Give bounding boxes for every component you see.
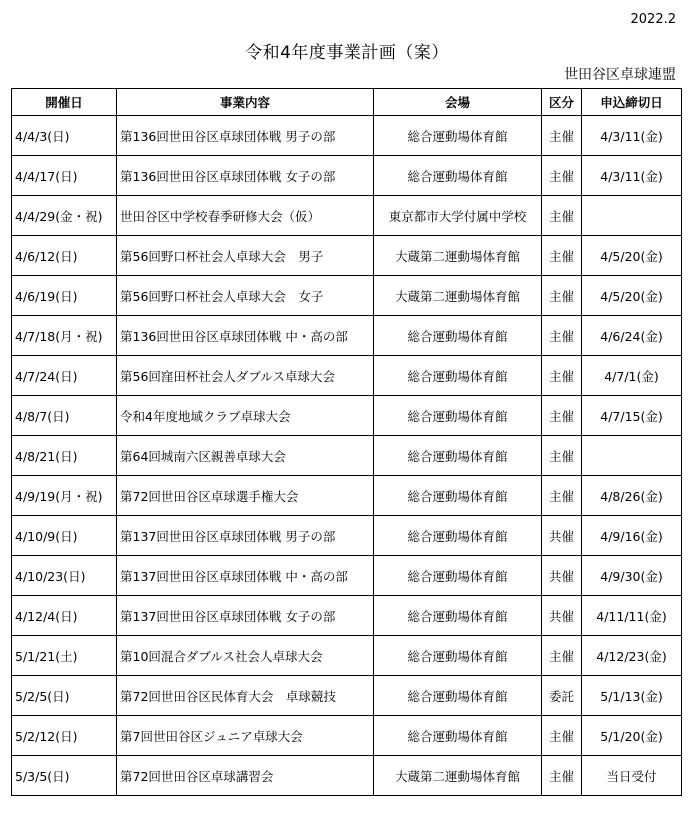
- cell-event: 第136回世田谷区卓球団体戦 女子の部: [117, 156, 374, 196]
- table-row: [12, 636, 682, 676]
- cell-date: 4/6/12(日): [12, 236, 117, 276]
- cell-deadline: 当日受付: [582, 756, 682, 796]
- cell-venue: 総合運動場体育館: [374, 396, 542, 436]
- table-row: [12, 156, 682, 196]
- table-header: [12, 89, 682, 116]
- cell-event: 第72回世田谷区民体育大会 卓球競技: [117, 676, 374, 716]
- cell-deadline: 4/8/26(金): [582, 476, 682, 516]
- cell-category: 主催: [542, 636, 582, 676]
- cell-event: 世田谷区中学校春季研修大会（仮）: [117, 196, 374, 236]
- cell-date: 5/3/5(日): [12, 756, 117, 796]
- cell-category: 共催: [542, 556, 582, 596]
- cell-venue: 総合運動場体育館: [374, 676, 542, 716]
- cell-venue: 総合運動場体育館: [374, 116, 542, 156]
- cell-category: 主催: [542, 716, 582, 756]
- cell-event: 第137回世田谷区卓球団体戦 男子の部: [117, 516, 374, 556]
- cell-venue: 総合運動場体育館: [374, 716, 542, 756]
- table-row: [12, 116, 682, 156]
- cell-deadline: 4/5/20(金): [582, 276, 682, 316]
- cell-date: 4/12/4(日): [12, 596, 117, 636]
- cell-date: 4/4/29(金・祝): [12, 196, 117, 236]
- cell-date: 4/8/21(日): [12, 436, 117, 476]
- cell-event: 第56回野口杯社会人卓球大会 男子: [117, 236, 374, 276]
- cell-category: 主催: [542, 196, 582, 236]
- cell-event: 第72回世田谷区卓球選手権大会: [117, 476, 374, 516]
- cell-deadline: 4/7/15(金): [582, 396, 682, 436]
- cell-event: 第136回世田谷区卓球団体戦 中・高の部: [117, 316, 374, 356]
- organization-name: 世田谷区卓球連盟: [564, 67, 676, 83]
- cell-deadline: 4/5/20(金): [582, 236, 682, 276]
- table-row: [12, 236, 682, 276]
- table-row: [12, 716, 682, 756]
- cell-category: 共催: [542, 596, 582, 636]
- cell-venue: 東京都市大学付属中学校: [374, 196, 542, 236]
- table-row: [12, 196, 682, 236]
- cell-category: 主催: [542, 116, 582, 156]
- cell-deadline: [582, 196, 682, 236]
- cell-date: 4/9/19(月・祝): [12, 476, 117, 516]
- cell-venue: 総合運動場体育館: [374, 476, 542, 516]
- cell-date: 4/7/18(月・祝): [12, 316, 117, 356]
- cell-deadline: 4/7/1(金): [582, 356, 682, 396]
- cell-deadline: 4/3/11(金): [582, 156, 682, 196]
- cell-venue: 総合運動場体育館: [374, 436, 542, 476]
- column-header-category: 区分: [542, 89, 582, 116]
- document-date: 2022.2: [630, 12, 676, 27]
- cell-event: 第136回世田谷区卓球団体戦 男子の部: [117, 116, 374, 156]
- cell-venue: 大蔵第二運動場体育館: [374, 276, 542, 316]
- cell-venue: 総合運動場体育館: [374, 356, 542, 396]
- cell-category: 主催: [542, 276, 582, 316]
- cell-venue: 総合運動場体育館: [374, 316, 542, 356]
- column-header-deadline: 申込締切日: [582, 89, 682, 116]
- cell-date: 4/6/19(日): [12, 276, 117, 316]
- table-row: [12, 276, 682, 316]
- cell-event: 第7回世田谷区ジュニア卓球大会: [117, 716, 374, 756]
- cell-deadline: [582, 436, 682, 476]
- table-row: [12, 676, 682, 716]
- column-header-date: 開催日: [12, 89, 117, 116]
- cell-category: 主催: [542, 756, 582, 796]
- cell-deadline: 4/11/11(金): [582, 596, 682, 636]
- table-row: [12, 516, 682, 556]
- cell-date: 4/4/17(日): [12, 156, 117, 196]
- cell-event: 第56回窪田杯社会人ダブルス卓球大会: [117, 356, 374, 396]
- cell-date: 4/10/23(日): [12, 556, 117, 596]
- cell-deadline: 4/3/11(金): [582, 116, 682, 156]
- cell-event: 第72回世田谷区卓球講習会: [117, 756, 374, 796]
- cell-venue: 大蔵第二運動場体育館: [374, 236, 542, 276]
- cell-venue: 総合運動場体育館: [374, 156, 542, 196]
- cell-event: 第137回世田谷区卓球団体戦 中・高の部: [117, 556, 374, 596]
- cell-category: 主催: [542, 236, 582, 276]
- table-row: [12, 316, 682, 356]
- cell-date: 5/2/5(日): [12, 676, 117, 716]
- table-row: [12, 756, 682, 796]
- cell-event: 第64回城南六区親善卓球大会: [117, 436, 374, 476]
- cell-date: 4/10/9(日): [12, 516, 117, 556]
- cell-date: 5/2/12(日): [12, 716, 117, 756]
- column-header-venue: 会場: [374, 89, 542, 116]
- header-row: [12, 89, 682, 116]
- cell-category: 共催: [542, 516, 582, 556]
- cell-date: 5/1/21(土): [12, 636, 117, 676]
- cell-event: 令和4年度地域クラブ卓球大会: [117, 396, 374, 436]
- cell-deadline: 4/9/16(金): [582, 516, 682, 556]
- cell-deadline: 5/1/20(金): [582, 716, 682, 756]
- cell-category: 主催: [542, 356, 582, 396]
- cell-category: 主催: [542, 436, 582, 476]
- table-row: [12, 436, 682, 476]
- table-body: [12, 116, 682, 796]
- cell-venue: 総合運動場体育館: [374, 596, 542, 636]
- table-row: [12, 396, 682, 436]
- cell-category: 主催: [542, 316, 582, 356]
- cell-date: 4/4/3(日): [12, 116, 117, 156]
- cell-venue: 総合運動場体育館: [374, 556, 542, 596]
- cell-deadline: 5/1/13(金): [582, 676, 682, 716]
- schedule-table: [11, 88, 682, 796]
- table-row: [12, 356, 682, 396]
- cell-deadline: 4/12/23(金): [582, 636, 682, 676]
- cell-date: 4/8/7(日): [12, 396, 117, 436]
- cell-deadline: 4/6/24(金): [582, 316, 682, 356]
- cell-deadline: 4/9/30(金): [582, 556, 682, 596]
- cell-event: 第10回混合ダブルス社会人卓球大会: [117, 636, 374, 676]
- cell-venue: 総合運動場体育館: [374, 636, 542, 676]
- cell-category: 委託: [542, 676, 582, 716]
- cell-date: 4/7/24(日): [12, 356, 117, 396]
- column-header-event: 事業内容: [117, 89, 374, 116]
- cell-event: 第137回世田谷区卓球団体戦 女子の部: [117, 596, 374, 636]
- page-title: 令和4年度事業計画（案）: [245, 43, 449, 63]
- cell-category: 主催: [542, 156, 582, 196]
- table-row: [12, 596, 682, 636]
- table-row: [12, 556, 682, 596]
- table-row: [12, 476, 682, 516]
- cell-category: 主催: [542, 396, 582, 436]
- cell-venue: 総合運動場体育館: [374, 516, 542, 556]
- cell-category: 主催: [542, 476, 582, 516]
- cell-event: 第56回野口杯社会人卓球大会 女子: [117, 276, 374, 316]
- cell-venue: 大蔵第二運動場体育館: [374, 756, 542, 796]
